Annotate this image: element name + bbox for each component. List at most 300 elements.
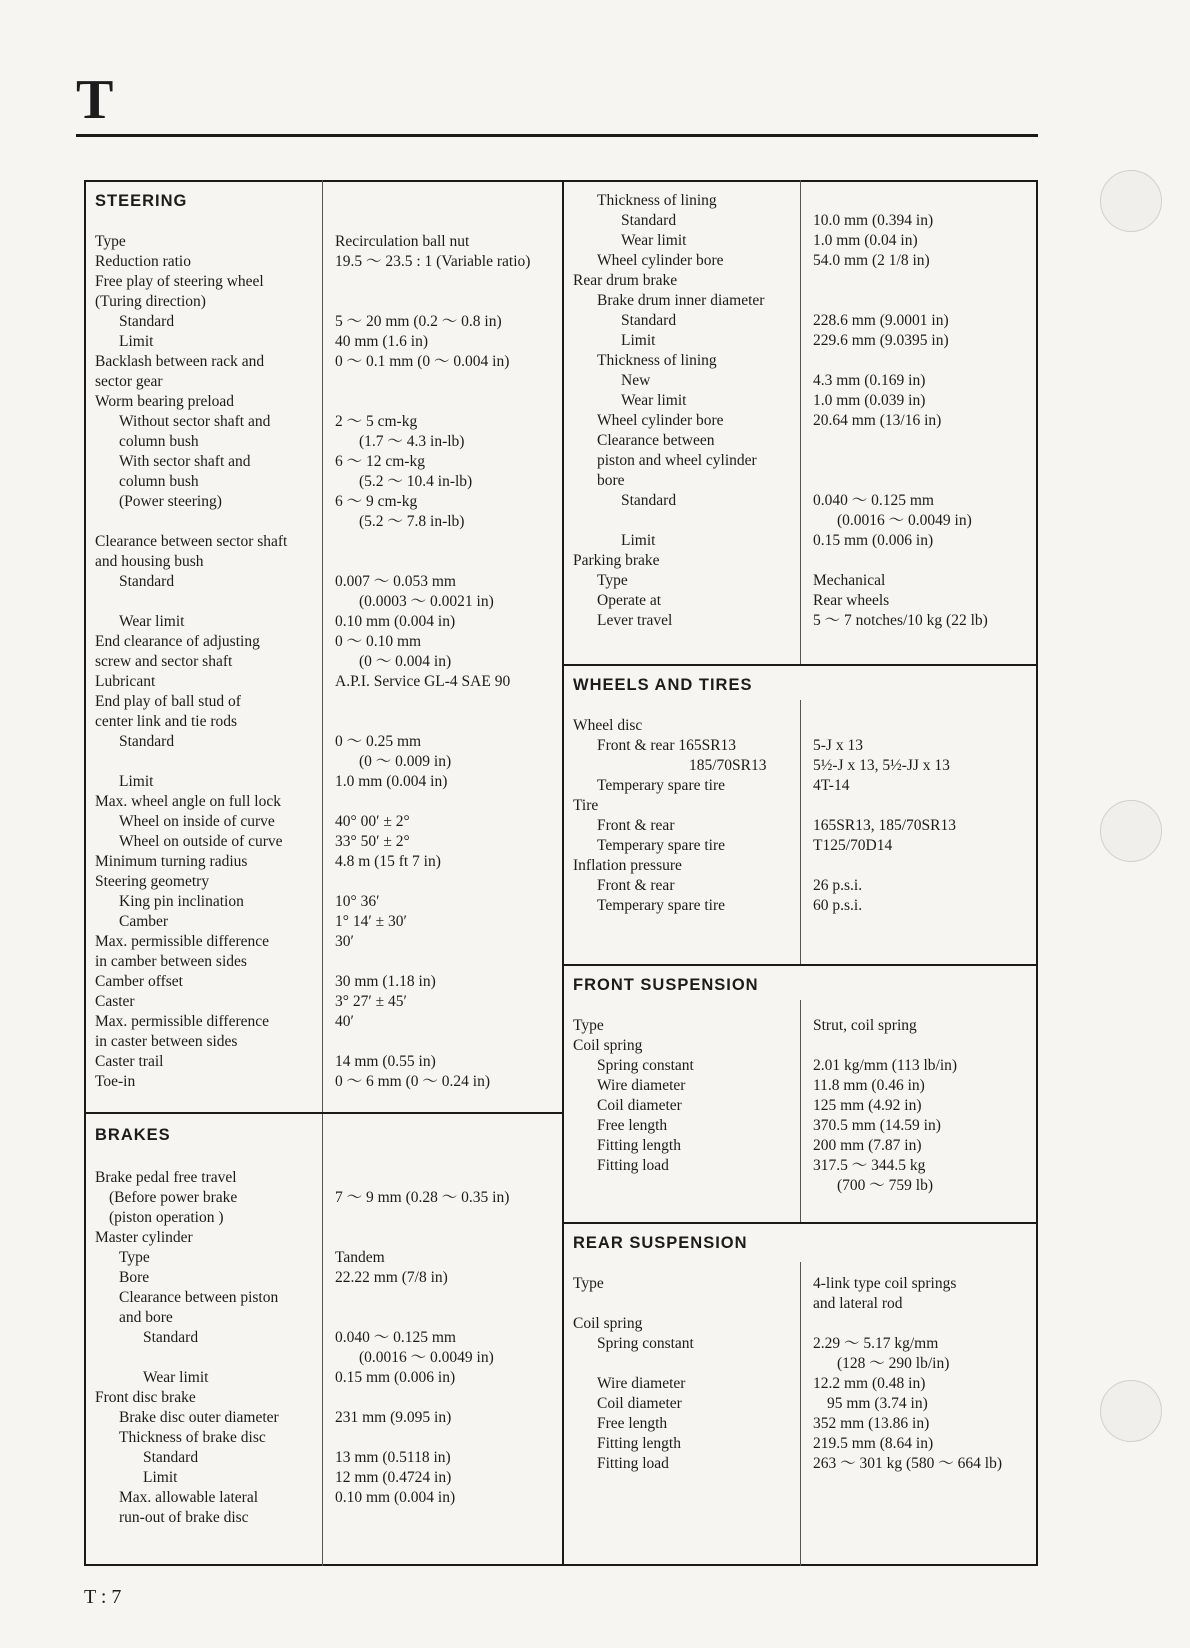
spec-row [573, 251, 1031, 271]
spec-row [95, 852, 555, 872]
spec-row [573, 1354, 1031, 1374]
spec-value: (700 ～ 759 lb) [837, 1177, 934, 1194]
spec-row [95, 292, 555, 312]
spec-label: Max. permissible difference [95, 933, 270, 950]
spec-row [95, 1408, 555, 1428]
spec-row [95, 332, 555, 352]
spec-value: Strut, coil spring [813, 1017, 917, 1034]
spec-value: 40° 00′ ± 2° [335, 813, 410, 830]
spec-value: 2.01 kg/mm (113 lb/in) [813, 1057, 958, 1074]
spec-label: Max. permissible difference [95, 1013, 270, 1030]
spec-label: Reduction ratio [95, 253, 191, 270]
spec-value: 4.3 mm (0.169 in) [813, 372, 926, 389]
section-divider [562, 964, 1038, 966]
spec-row [573, 1176, 1031, 1196]
spec-row [95, 1248, 555, 1268]
spec-row [573, 1314, 1031, 1334]
front-suspension-title: FRONT SUSPENSION [573, 976, 759, 994]
spec-row [573, 231, 1031, 251]
spec-label: Thickness of brake disc [119, 1429, 266, 1446]
spec-row [573, 591, 1031, 611]
spec-row [95, 1328, 555, 1348]
section-divider [562, 1222, 1038, 1224]
punch-hole [1100, 1380, 1162, 1442]
spec-row [573, 1036, 1031, 1056]
spec-row [573, 716, 1031, 736]
spec-value: Mechanical [813, 572, 886, 589]
spec-row [95, 992, 555, 1012]
punch-hole [1100, 170, 1162, 232]
spec-value: (0.0003 ～ 0.0021 in) [359, 593, 494, 610]
spec-row [95, 872, 555, 892]
spec-label: in caster between sides [95, 1033, 238, 1050]
spec-label: Standard [119, 733, 175, 750]
spec-label: Wear limit [119, 613, 185, 630]
spec-row [95, 1168, 555, 1188]
spec-value: 3° 27′ ± 45′ [335, 993, 407, 1010]
spec-row [573, 816, 1031, 836]
spec-row [95, 352, 555, 372]
spec-value: 0 ～ 0.10 mm [335, 633, 422, 650]
spec-value: 1.0 mm (0.04 in) [813, 232, 918, 249]
spec-label: Standard [621, 492, 677, 509]
spec-label: Minimum turning radius [95, 853, 248, 870]
spec-value: (0 ～ 0.004 in) [359, 653, 452, 670]
spec-row [95, 552, 555, 572]
spec-label: Fitting load [597, 1455, 669, 1472]
spec-label: Type [573, 1275, 604, 1292]
spec-label: Max. wheel angle on full lock [95, 793, 281, 810]
spec-value: 7 ～ 9 mm (0.28 ～ 0.35 in) [335, 1189, 510, 1206]
spec-row [573, 1294, 1031, 1314]
spec-row [95, 792, 555, 812]
spec-row [95, 732, 555, 752]
spec-value: (128 ～ 290 lb/in) [837, 1355, 950, 1372]
spec-row [573, 756, 1031, 776]
spec-label: bore [597, 472, 625, 489]
spec-label: Clearance between [597, 432, 715, 449]
spec-value: (0.0016 ～ 0.0049 in) [837, 512, 972, 529]
spec-label: Backlash between rack and [95, 353, 265, 370]
spec-label: Standard [119, 313, 175, 330]
spec-value: 4T-14 [813, 777, 850, 794]
spec-value: 2.29 ～ 5.17 kg/mm [813, 1335, 939, 1352]
spec-row [95, 1488, 555, 1508]
spec-value: 231 mm (9.095 in) [335, 1409, 452, 1426]
spec-row [95, 1308, 555, 1328]
spec-value: 0.007 ～ 0.053 mm [335, 573, 456, 590]
spec-value: 228.6 mm (9.0001 in) [813, 312, 949, 329]
spec-value: 40′ [335, 1013, 354, 1030]
section-divider [562, 664, 1038, 666]
spec-label: Temperary spare tire [597, 777, 726, 794]
spec-row [95, 1388, 555, 1408]
spec-label: Caster [95, 993, 135, 1010]
spec-label: Coil spring [573, 1037, 643, 1054]
spec-row [95, 372, 555, 392]
spec-row [573, 551, 1031, 571]
spec-label: Thickness of lining [597, 192, 717, 209]
spec-label: Wear limit [621, 392, 687, 409]
spec-row [573, 431, 1031, 451]
spec-row [573, 511, 1031, 531]
spec-value: Tandem [335, 1249, 385, 1266]
spec-value: 11.8 mm (0.46 in) [813, 1077, 925, 1094]
spec-value: 0.040 ～ 0.125 mm [813, 492, 934, 509]
spec-value: 30′ [335, 933, 354, 950]
spec-value: 229.6 mm (9.0395 in) [813, 332, 949, 349]
spec-value: 219.5 mm (8.64 in) [813, 1435, 934, 1452]
spec-row [95, 712, 555, 732]
spec-row [573, 1434, 1031, 1454]
page-number: T : 7 [84, 1586, 122, 1608]
spec-row [95, 612, 555, 632]
spec-label: Spring constant [597, 1335, 694, 1352]
spec-row [573, 531, 1031, 551]
spec-value: 0.15 mm (0.006 in) [335, 1369, 456, 1386]
spec-row [95, 1288, 555, 1308]
spec-label: Parking brake [573, 552, 660, 569]
spec-value: (5.2 ～ 7.8 in-lb) [359, 513, 465, 530]
spec-value: 1.0 mm (0.004 in) [335, 773, 448, 790]
spec-label: Limit [119, 773, 154, 790]
spec-label: Clearance between piston [119, 1289, 279, 1306]
spec-label: Rear drum brake [573, 272, 678, 289]
spec-row [95, 632, 555, 652]
spec-label: Coil spring [573, 1315, 643, 1332]
spec-value: 370.5 mm (14.59 in) [813, 1117, 941, 1134]
spec-label: Brake drum inner diameter [597, 292, 765, 309]
spec-row [573, 271, 1031, 291]
steering-title: STEERING [95, 192, 188, 210]
spec-value: 0 ～ 0.1 mm (0 ～ 0.004 in) [335, 353, 510, 370]
spec-label: Inflation pressure [573, 857, 682, 874]
spec-value: 200 mm (7.87 in) [813, 1137, 922, 1154]
spec-row [573, 1374, 1031, 1394]
spec-row [95, 572, 555, 592]
spec-label: Front & rear [597, 817, 675, 834]
spec-label: Without sector shaft and [119, 413, 271, 430]
spec-label: Standard [621, 312, 677, 329]
spec-row [95, 272, 555, 292]
spec-row [95, 1268, 555, 1288]
spec-value: 10° 36′ [335, 893, 380, 910]
spec-value: 263 ～ 301 kg (580 ～ 664 lb) [813, 1455, 1003, 1472]
spec-label: Operate at [597, 592, 662, 609]
spec-label: Front disc brake [95, 1389, 196, 1406]
spec-label: sector gear [95, 373, 163, 390]
spec-row [95, 652, 555, 672]
wheels-tires-title: WHEELS AND TIRES [573, 676, 753, 694]
spec-value: 95 mm (3.74 in) [827, 1395, 928, 1412]
spec-value: 0.040 ～ 0.125 mm [335, 1329, 456, 1346]
spec-label: Wheel on inside of curve [119, 813, 275, 830]
spec-label: Fitting load [597, 1157, 669, 1174]
spec-row [95, 832, 555, 852]
section-divider [84, 1112, 562, 1114]
spec-label: Spring constant [597, 1057, 694, 1074]
spec-row [95, 412, 555, 432]
spec-label: With sector shaft and [119, 453, 251, 470]
spec-value: 60 p.s.i. [813, 897, 863, 914]
spec-row [573, 611, 1031, 631]
spec-label: 185/70SR13 [689, 757, 767, 774]
column-divider [562, 180, 564, 1566]
spec-label: screw and sector shaft [95, 653, 233, 670]
spec-row [573, 471, 1031, 491]
spec-value: T125/70D14 [813, 837, 893, 854]
spec-value: and lateral rod [813, 1295, 903, 1312]
spec-value: 5 ～ 7 notches/10 kg (22 lb) [813, 612, 988, 629]
spec-value: (0.0016 ～ 0.0049 in) [359, 1349, 494, 1366]
spec-label: Type [95, 233, 126, 250]
spec-row [573, 291, 1031, 311]
spec-label: King pin inclination [119, 893, 244, 910]
spec-label: Wheel on outside of curve [119, 833, 283, 850]
spec-value: Recirculation ball nut [335, 233, 470, 250]
spec-row [95, 692, 555, 712]
spec-label: Limit [621, 332, 656, 349]
spec-row [95, 672, 555, 692]
spec-row [95, 512, 555, 532]
spec-label: column bush [119, 433, 199, 450]
spec-label: piston and wheel cylinder [597, 452, 757, 469]
spec-label: Caster trail [95, 1053, 164, 1070]
spec-label: Wheel cylinder bore [597, 412, 724, 429]
spec-value: 0 ～ 6 mm (0 ～ 0.24 in) [335, 1073, 490, 1090]
spec-row [573, 331, 1031, 351]
spec-value: 33° 50′ ± 2° [335, 833, 410, 850]
spec-row [573, 1274, 1031, 1294]
spec-row [573, 1414, 1031, 1434]
spec-value: (5.2 ～ 10.4 in-lb) [359, 473, 473, 490]
spec-row [573, 191, 1031, 211]
spec-row [95, 1032, 555, 1052]
spec-label: Limit [621, 532, 656, 549]
spec-row [95, 892, 555, 912]
spec-value: 0.10 mm (0.004 in) [335, 613, 456, 630]
spec-label: center link and tie rods [95, 713, 238, 730]
spec-row [95, 492, 555, 512]
spec-label: Type [597, 572, 628, 589]
spec-row [95, 912, 555, 932]
spec-row [573, 391, 1031, 411]
spec-value: 13 mm (0.5118 in) [335, 1449, 451, 1466]
spec-row [573, 1454, 1031, 1474]
spec-label: (Turing direction) [95, 293, 206, 310]
spec-label: Brake pedal free travel [95, 1169, 237, 1186]
spec-label: Lever travel [597, 612, 673, 629]
spec-value: (0 ～ 0.009 in) [359, 753, 452, 770]
spec-label: Fitting length [597, 1137, 681, 1154]
spec-label: Wheel disc [573, 717, 643, 734]
spec-row [573, 736, 1031, 756]
spec-label: Type [119, 1249, 150, 1266]
spec-row [95, 1188, 555, 1208]
spec-row [95, 1012, 555, 1032]
spec-row [95, 1052, 555, 1072]
spec-row [573, 876, 1031, 896]
spec-label: Type [573, 1017, 604, 1034]
spec-row [573, 411, 1031, 431]
spec-label: Camber [119, 913, 169, 930]
spec-row [573, 451, 1031, 471]
spec-row [573, 1056, 1031, 1076]
spec-label: Free length [597, 1415, 668, 1432]
spec-label: in camber between sides [95, 953, 247, 970]
spec-value: 12 mm (0.4724 in) [335, 1469, 452, 1486]
spec-row [95, 452, 555, 472]
spec-value: 4-link type coil springs [813, 1275, 957, 1292]
spec-row [95, 1428, 555, 1448]
spec-row [95, 1448, 555, 1468]
spec-value: Rear wheels [813, 592, 890, 609]
spec-row [573, 776, 1031, 796]
spec-label: Free play of steering wheel [95, 273, 264, 290]
rear-suspension-title: REAR SUSPENSION [573, 1234, 748, 1252]
spec-row [95, 1208, 555, 1228]
spec-row [573, 1334, 1031, 1354]
brakes-title: BRAKES [95, 1126, 171, 1144]
spec-value: (1.7 ～ 4.3 in-lb) [359, 433, 465, 450]
spec-row [573, 1394, 1031, 1414]
spec-label: Wear limit [621, 232, 687, 249]
spec-row [95, 972, 555, 992]
spec-value: 4.8 m (15 ft 7 in) [335, 853, 441, 870]
spec-value: 125 mm (4.92 in) [813, 1097, 922, 1114]
spec-row [95, 1228, 555, 1248]
spec-label: Temperary spare tire [597, 897, 726, 914]
spec-value: 5½-J x 13, 5½-JJ x 13 [813, 757, 950, 774]
spec-label: Worm bearing preload [95, 393, 235, 410]
punch-hole [1100, 800, 1162, 862]
spec-label: Clearance between sector shaft [95, 533, 288, 550]
spec-row [95, 932, 555, 952]
spec-label: Standard [119, 573, 175, 590]
spec-row [573, 1156, 1031, 1176]
spec-value: 165SR13, 185/70SR13 [813, 817, 956, 834]
spec-label: End play of ball stud of [95, 693, 241, 710]
spec-label: Wire diameter [597, 1077, 686, 1094]
spec-row [573, 571, 1031, 591]
spec-label: Front & rear 165SR13 [597, 737, 737, 754]
spec-row [95, 1468, 555, 1488]
spec-label: Thickness of lining [597, 352, 717, 369]
spec-label: Limit [143, 1469, 178, 1486]
spec-row [573, 796, 1031, 816]
spec-label: Steering geometry [95, 873, 210, 890]
spec-row [573, 1016, 1031, 1036]
spec-row [573, 1136, 1031, 1156]
spec-row [573, 1096, 1031, 1116]
spec-value: 20.64 mm (13/16 in) [813, 412, 942, 429]
spec-value: 30 mm (1.18 in) [335, 973, 436, 990]
spec-label: Standard [621, 212, 677, 229]
spec-row [95, 752, 555, 772]
spec-row [95, 952, 555, 972]
spec-label: End clearance of adjusting [95, 633, 260, 650]
spec-label: (Before power brake [109, 1189, 238, 1206]
spec-value: 0.10 mm (0.004 in) [335, 1489, 456, 1506]
spec-label: and bore [119, 1309, 173, 1326]
spec-value: 40 mm (1.6 in) [335, 333, 428, 350]
spec-value: 5-J x 13 [813, 737, 863, 754]
section-letter: T [76, 69, 114, 131]
spec-label: Tire [573, 797, 599, 814]
spec-label: column bush [119, 473, 199, 490]
spec-value: 1° 14′ ± 30′ [335, 913, 407, 930]
spec-row [573, 836, 1031, 856]
spec-label: Standard [143, 1329, 199, 1346]
spec-row [573, 896, 1031, 916]
spec-row [95, 252, 555, 272]
spec-label: Toe-in [95, 1073, 136, 1090]
spec-row [573, 1116, 1031, 1136]
spec-row [95, 532, 555, 552]
spec-row [573, 211, 1031, 231]
spec-value: A.P.I. Service GL-4 SAE 90 [335, 673, 511, 690]
spec-value: 14 mm (0.55 in) [335, 1053, 436, 1070]
spec-label: and housing bush [95, 553, 204, 570]
spec-row [573, 311, 1031, 331]
spec-value: 19.5 ～ 23.5 : 1 (Variable ratio) [335, 253, 531, 270]
spec-label: Bore [119, 1269, 150, 1286]
spec-value: 0 ～ 0.25 mm [335, 733, 422, 750]
header-rule [76, 134, 1038, 137]
spec-row [573, 1076, 1031, 1096]
spec-label: Wire diameter [597, 1375, 686, 1392]
spec-label: Camber offset [95, 973, 183, 990]
spec-label: Coil diameter [597, 1395, 682, 1412]
spec-label: Master cylinder [95, 1229, 193, 1246]
spec-label: Max. allowable lateral [119, 1489, 259, 1506]
spec-label: Brake disc outer diameter [119, 1409, 279, 1426]
spec-value: 0.15 mm (0.006 in) [813, 532, 934, 549]
spec-value: 26 p.s.i. [813, 877, 863, 894]
spec-label: Wear limit [143, 1369, 209, 1386]
spec-value: 352 mm (13.86 in) [813, 1415, 930, 1432]
spec-row [573, 491, 1031, 511]
spec-row [95, 812, 555, 832]
spec-row [95, 312, 555, 332]
spec-label: run-out of brake disc [119, 1509, 249, 1526]
spec-value: 2 ～ 5 cm-kg [335, 413, 418, 430]
spec-label: Limit [119, 333, 154, 350]
spec-row [95, 1368, 555, 1388]
spec-value: 5 ～ 20 mm (0.2 ～ 0.8 in) [335, 313, 502, 330]
spec-value: 6 ～ 12 cm-kg [335, 453, 425, 470]
spec-label: Coil diameter [597, 1097, 682, 1114]
spec-value: 6 ～ 9 cm-kg [335, 493, 418, 510]
spec-value: 317.5 ～ 344.5 kg [813, 1157, 926, 1174]
spec-row [573, 856, 1031, 876]
spec-row [95, 1508, 555, 1528]
spec-row [573, 371, 1031, 391]
spec-label: (piston operation ) [109, 1209, 224, 1226]
spec-row [95, 1348, 555, 1368]
spec-label: Wheel cylinder bore [597, 252, 724, 269]
spec-row [95, 772, 555, 792]
spec-value: 54.0 mm (2 1/8 in) [813, 252, 930, 269]
spec-label: Front & rear [597, 877, 675, 894]
spec-row [95, 1072, 555, 1092]
spec-row [95, 472, 555, 492]
spec-label: Fitting length [597, 1435, 681, 1452]
spec-label: (Power steering) [119, 493, 222, 510]
spec-label: Temperary spare tire [597, 837, 726, 854]
spec-label: Standard [143, 1449, 199, 1466]
spec-label: Free length [597, 1117, 668, 1134]
